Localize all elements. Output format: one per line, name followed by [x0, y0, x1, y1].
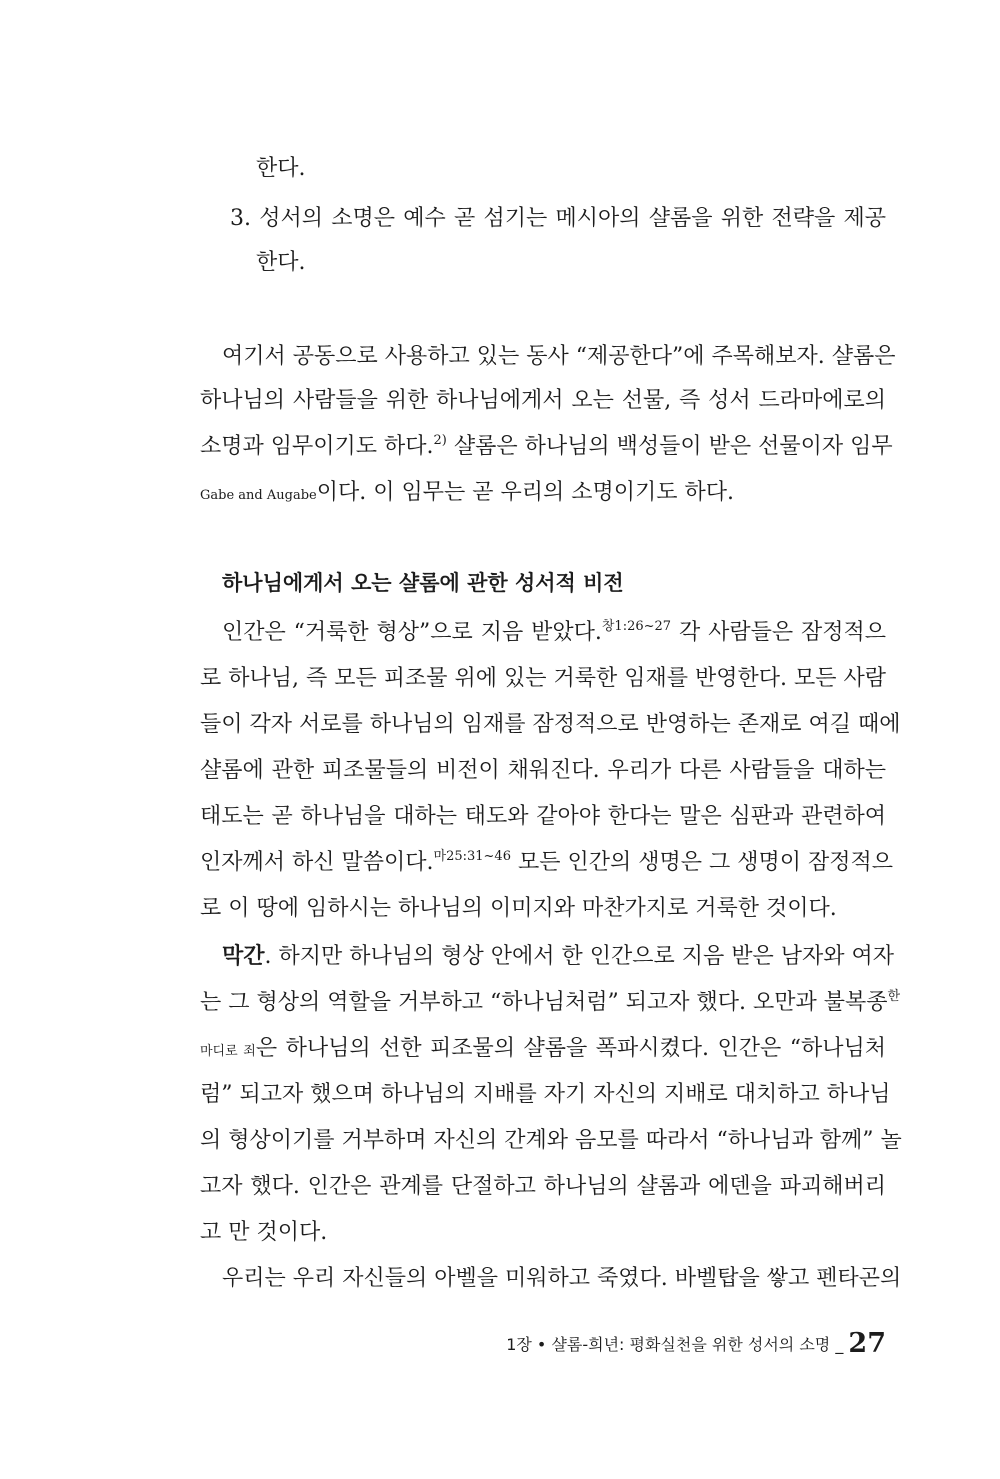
- footnote-marker: 2): [433, 433, 447, 448]
- section-heading: 하나님에게서 오는 샬롬에 관한 성서적 비전: [222, 571, 624, 595]
- paragraph-line: 태도는 곧 하나님을 대하는 태도와 같아야 한다는 말은 심판과 관련하여: [200, 804, 886, 829]
- paragraph-line: 우리는 우리 자신들의 아벨을 미워하고 죽였다. 바벨탑을 쌓고 펜타곤의: [222, 1266, 902, 1291]
- paragraph-line: 는 그 형상의 역할을 거부하고 “하나님처럼” 되고자 했다. 오만과 불복종$^한$: [200, 989, 901, 1015]
- paragraph-line: 여기서 공동으로 사용하고 있는 동사 “제공한다”에 주목해보자. 샬롬은: [222, 344, 896, 369]
- paragraph-line: 하나님의 사람들을 위한 하나님에게서 오는 선물, 즉 성서 드라마에로의: [200, 388, 886, 413]
- paragraph-line: 들이 각자 서로를 하나님의 임재를 잠정적으로 반영하는 존재로 여길 때에: [200, 712, 901, 737]
- paragraph-line: 럼” 되고자 했으며 하나님의 지배를 자기 자신의 지배로 대치하고 하나님: [200, 1082, 891, 1107]
- list-item-3: [230, 204, 886, 234]
- page-footer: [506, 1328, 886, 1359]
- running-head: 1장 • 샬롬-희년: 평화실천을 위한 성서의 소명 _: [506, 1335, 849, 1354]
- paragraph-line: 인자께서 하신 말씀이다.$^{마25:31\sim 46}$ 모든 인간의 생명은 그 생명이 잠정적으: [200, 849, 893, 875]
- paragraph-line: 인간은 “거룩한 형상”으로 지음 받았다.$^{창1:26\sim 27}$ 각 사람들은 잠정적으: [222, 619, 887, 645]
- paragraph-line: 로 이 땅에 임하시는 하나님의 이미지와 마찬가지로 거룩한 것이다.: [200, 896, 837, 921]
- paragraph-line: 고 만 것이다.: [200, 1220, 328, 1245]
- paragraph-line: 마디로 죄은 하나님의 선한 피조물의 샬롬을 폭파시켰다. 인간은 “하나님처: [200, 1036, 886, 1061]
- paragraph-line: 소명과 임무이기도 하다.$^{2)}$ 샬롬은 하나님의 백성들이 받은 선물이자 임무: [200, 433, 893, 459]
- paragraph-line: 의 형상이기를 거부하며 자신의 간계와 음모를 따라서 “하나님과 함께” 놀: [200, 1128, 902, 1153]
- bold-lead-word: 막간: [222, 944, 265, 969]
- paragraph-line: 샬롬에 관한 피조물들의 비전이 채워진다. 우리가 다른 사람들을 대하는: [200, 758, 886, 783]
- list-item-3-continuation: 한다.: [256, 250, 306, 275]
- gloss-note: 한: [887, 989, 901, 1004]
- list-number: 3.: [230, 206, 251, 231]
- gloss-note: 마디로 죄: [200, 1044, 256, 1059]
- list-item-text: 성서의 소명은 예수 곧 섬기는 메시아의 샬롬을 위한 전략을 제공: [259, 206, 886, 231]
- paragraph-line: 고자 했다. 인간은 관계를 단절하고 하나님의 샬롬과 에덴을 파괴해버리: [200, 1174, 886, 1199]
- paragraph-line: 막간. 하지만 하나님의 형상 안에서 한 인간으로 지음 받은 남자와 여자: [222, 944, 894, 969]
- scripture-reference: 마25:31~46: [433, 849, 511, 864]
- paragraph-line: Gabe and Augabe이다. 이 임무는 곧 우리의 소명이기도 하다.: [200, 480, 734, 505]
- page-number: 27: [848, 1328, 886, 1359]
- paragraph-line: 로 하나님, 즉 모든 피조물 위에 있는 거룩한 임재를 반영한다. 모든 사람: [200, 666, 886, 691]
- gloss-note: Gabe and Augabe: [200, 488, 317, 503]
- scripture-reference: 창1:26~27: [601, 619, 672, 634]
- list-item-2-continuation: 한다.: [256, 156, 306, 181]
